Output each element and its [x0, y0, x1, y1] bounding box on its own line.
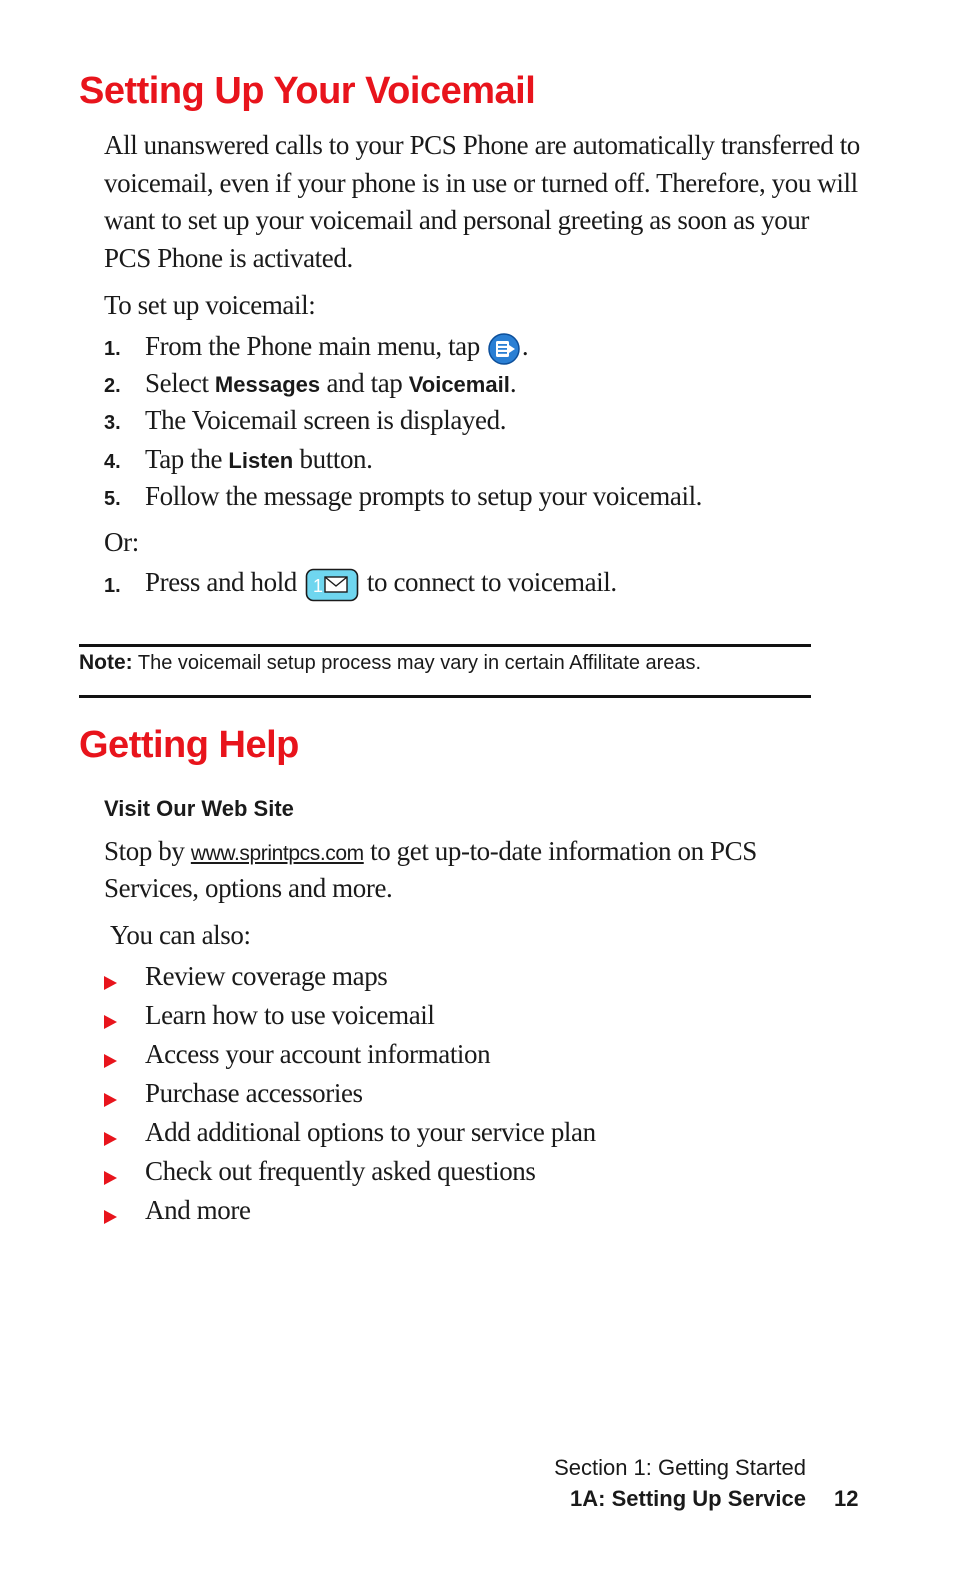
step-3-text: The Voicemail screen is displayed.	[145, 405, 507, 435]
note-top-rule	[79, 644, 811, 647]
bullet-item-5: Add additional options to your service plan	[145, 1117, 596, 1147]
bullet-arrow-icon	[104, 1210, 117, 1224]
web-line-2: Services, options and more.	[104, 873, 393, 903]
step-4-number: 4.	[104, 451, 121, 473]
step-4-listen: Listen	[228, 448, 294, 473]
bullet-arrow-icon	[104, 1015, 117, 1029]
footer-section: Section 1: Getting Started	[554, 1455, 806, 1480]
step-5-number: 5.	[104, 488, 121, 510]
alt-step-post: to connect to voicemail.	[366, 567, 617, 597]
step-2-messages: Messages	[214, 372, 321, 397]
step-3-number: 3.	[104, 412, 121, 434]
step-2-end: .	[509, 368, 517, 398]
step-1-end: .	[521, 331, 529, 361]
bullet-arrow-icon	[104, 1132, 117, 1146]
bullet-arrow-icon	[104, 1093, 117, 1107]
voicemail-key-icon	[305, 568, 359, 602]
intro-line-3: want to set up your voicemail and personal greeting as soon as your	[104, 205, 810, 235]
web-line-1-post: to get up-to-date information on PCS	[363, 836, 757, 866]
bullet-item-6: Check out frequently asked questions	[145, 1156, 536, 1186]
bullet-item-4: Purchase accessories	[145, 1078, 363, 1108]
page-number: 12	[834, 1486, 859, 1511]
bullet-item-3: Access your account information	[145, 1039, 491, 1069]
footer-chapter: 1A: Setting Up Service	[570, 1486, 806, 1511]
bullet-item-1: Review coverage maps	[145, 961, 388, 991]
note-text: The voicemail setup process may vary in certain Affilitate areas.	[132, 652, 702, 674]
menu-list-icon	[488, 333, 520, 365]
voicemail-key-label: 1	[312, 575, 323, 596]
you-can-also: You can also:	[110, 920, 251, 950]
step-1-text: From the Phone main menu, tap	[145, 331, 480, 361]
step-5-text: Follow the message prompts to setup your voicemail.	[145, 481, 703, 511]
alt-step-number: 1.	[104, 575, 121, 597]
setup-lead-in: To set up voicemail:	[104, 290, 316, 320]
bullet-arrow-icon	[104, 976, 117, 990]
step-2-mid: and tap	[320, 368, 409, 398]
alt-step-pre: Press and hold	[145, 567, 297, 597]
heading-setting-up-voicemail: Setting Up Your Voicemail	[79, 70, 536, 112]
intro-line-2: voicemail, even if your phone is in use or turned off. Therefore, you will	[104, 168, 858, 198]
web-line-1	[104, 836, 757, 867]
or-label: Or:	[104, 527, 139, 557]
sprintpcs-link[interactable]: www.sprintpcs.com	[190, 842, 364, 865]
step-4-end: button.	[293, 444, 373, 474]
bullet-arrow-icon	[104, 1171, 117, 1185]
heading-getting-help: Getting Help	[79, 724, 299, 766]
web-line-1-pre: Stop by	[104, 836, 191, 866]
bullet-item-7: And more	[145, 1195, 251, 1225]
alt-step	[145, 567, 617, 602]
step-4-pre: Tap the	[145, 444, 229, 474]
step-1	[145, 331, 528, 365]
intro-line-4: PCS Phone is activated.	[104, 243, 353, 273]
step-2-number: 2.	[104, 375, 121, 397]
step-1-number: 1.	[104, 338, 121, 360]
note-bottom-rule	[79, 695, 811, 698]
bullet-arrow-icon	[104, 1054, 117, 1068]
bullet-item-2: Learn how to use voicemail	[145, 1000, 435, 1030]
step-2-pre: Select	[145, 368, 215, 398]
step-2	[145, 368, 516, 399]
note	[79, 651, 701, 675]
note-label: Note:	[79, 651, 133, 674]
step-4	[145, 444, 373, 475]
step-2-voicemail: Voicemail	[408, 372, 510, 397]
intro-line-1: All unanswered calls to your PCS Phone are automatically transferred to	[104, 130, 860, 160]
subhead-visit-web-site: Visit Our Web Site	[104, 796, 294, 821]
